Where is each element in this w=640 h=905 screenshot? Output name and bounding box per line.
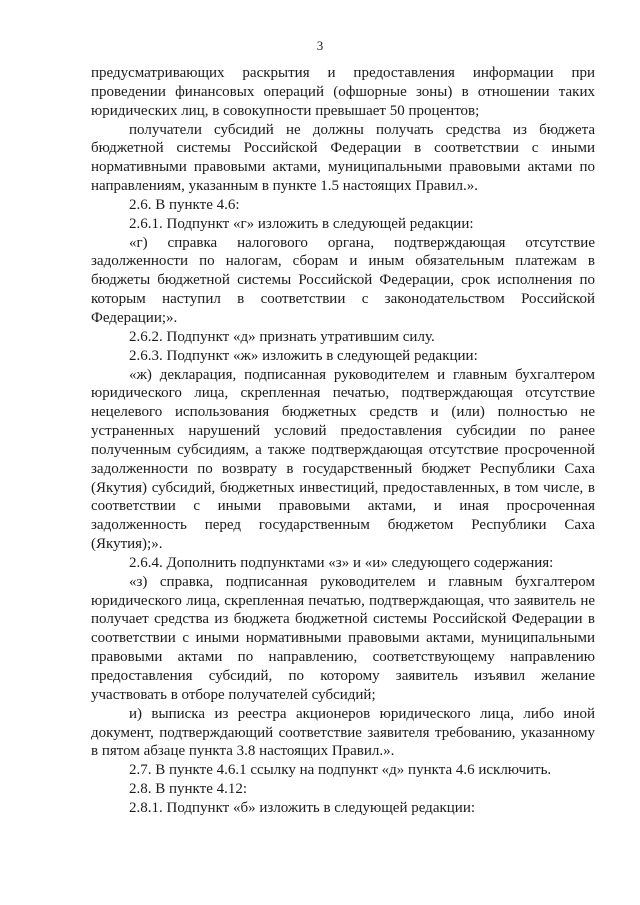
paragraph-2-6: 2.6. В пункте 4.6: xyxy=(129,196,240,213)
document-body xyxy=(91,64,595,818)
paragraph-2-6-3: 2.6.3. Подпункт «ж» изложить в следующей редакции: xyxy=(129,347,478,364)
paragraph-subitem-zh: «ж) декларация, подписанная руководителем и главным бухгалтером юридического лица, скрепленная печатью, подтверждающая отсутствие нецелевого использования бюджетных средств и (или) полностью не устраненных нарушений условий предоставления субсидии по ранее полученным субсидиям, а также подтверждающая отсутствие просроченной задолженности по возврату в государственный бюджет Республики Саха (Якутия) субсидий, бюджетных инвестиций, предоставленных, в том числе, в соответствии с иными правовыми актами, и иная просроченная задолженность перед государственным бюджетом Республики Саха (Якутия);». xyxy=(91,366,595,553)
paragraph-2-8: 2.8. В пункте 4.12: xyxy=(129,781,248,798)
paragraph-2-6-2: 2.6.2. Подпункт «д» признать утратившим силу. xyxy=(129,328,435,345)
paragraph-subsidy-recipients: получатели субсидий не должны получать средства из бюджета бюджетной системы Российской Федерации в соответствии с иными нормативными правовыми актами, муниципальными правовыми актами по направлениям, указанным в пункте 1.5 настоящих Правил.». xyxy=(91,121,595,195)
paragraph-subitem-g: «г) справка налогового органа, подтверждающая отсутствие задолженности по налогам, сборам и иным обязательным платежам в бюджеты бюджетной системы Российской Федерации, срок исполнения по которым наступил в соответствии с законодательством Российской Федерации;». xyxy=(91,234,595,326)
paragraph-subitem-i: и) выписка из реестра акционеров юридического лица, либо иной документ, подтверждающий соответствие заявителя требованию, указанному в пятом абзаце пункта 3.8 настоящих Правил.». xyxy=(91,705,595,760)
paragraph-2-7: 2.7. В пункте 4.6.1 ссылку на подпункт «д» пункта 4.6 исключить. xyxy=(129,762,552,779)
page-number: 3 xyxy=(316,38,324,53)
paragraph-subitem-z: «з) справка, подписанная руководителем и главным бухгалтером юридического лица, скрепленная печатью, подтверждающая, что заявитель не получает средства из бюджета бюджетной системы Российской Федерации в соответствии с иными нормативными правовыми актами, муниципальными правовыми актами по направлению, соответствующему направлению предоставления субсидий, по которому заявитель изъявил желание участвовать в отборе получателей субсидий; xyxy=(91,573,595,703)
paragraph-2-6-1: 2.6.1. Подпункт «г» изложить в следующей редакции: xyxy=(129,215,474,232)
paragraph-2-8-1: 2.8.1. Подпункт «б» изложить в следующей редакции: xyxy=(129,799,476,816)
paragraph-offshore-continuation: предусматривающих раскрытия и предоставления информации при проведении финансовых операций (офшорные зоны) в отношении таких юридических лиц, в совокупности превышает 50 процентов; xyxy=(91,65,595,119)
paragraph-2-6-4: 2.6.4. Дополнить подпунктами «з» и «и» следующего содержания: xyxy=(129,554,554,571)
